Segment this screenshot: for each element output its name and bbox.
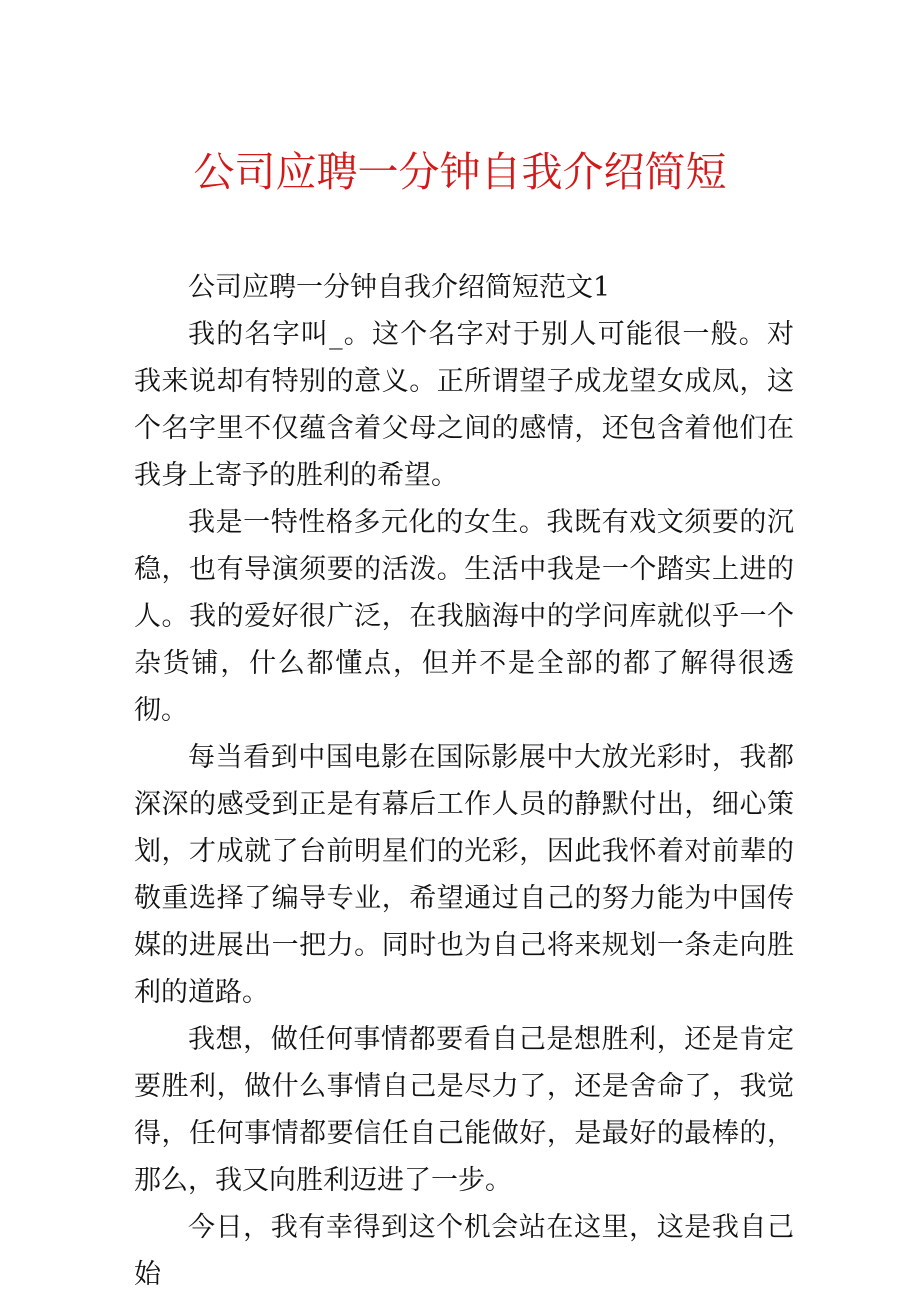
paragraph-2: 我是一特性格多元化的女生。我既有戏文须要的沉稳，也有导演须要的活泼。生活中我是一个踏实上进的人。我的爱好很广泛，在我脑海中的学问库就似乎一个杂货铺，什么都懂点，但并不是全部的都了解得很透彻。 [134,507,794,726]
document-body [134,264,794,1298]
paragraph-3: 每当看到中国电影在国际影展中大放光彩时，我都深深的感受到正是有幕后工作人员的静默付出，细心策划，才成就了台前明星们的光彩，因此我怀着对前辈的敬重选择了编导专业，希望通过自己的努力能为中国传媒的进展出一把力。同时也为自己将来规划一条走向胜利的道路。 [134,742,794,1008]
document-title: 公司应聘一分钟自我介绍简短 [193,148,727,196]
paragraph-4: 我想，做任何事情都要看自己是想胜利，还是肯定要胜利，做什么事情自己是尽力了，还是舍命了，我觉得，任何事情都要信任自己能做好，是最好的最棒的，那么，我又向胜利迈进了一步。 [134,1024,794,1196]
paragraph-1: 我的名字叫_。这个名字对于别人可能很一般。对我来说却有特别的意义。正所谓望子成龙望女成凤，这个名字里不仅蕴含着父母之间的感情，还包含着他们在我身上寄予的胜利的希望。 [134,319,794,491]
paragraph-5: 今日，我有幸得到这个机会站在这里，这是我自己始 [134,1212,794,1290]
section-heading: 公司应聘一分钟自我介绍简短范文1 [188,272,611,303]
